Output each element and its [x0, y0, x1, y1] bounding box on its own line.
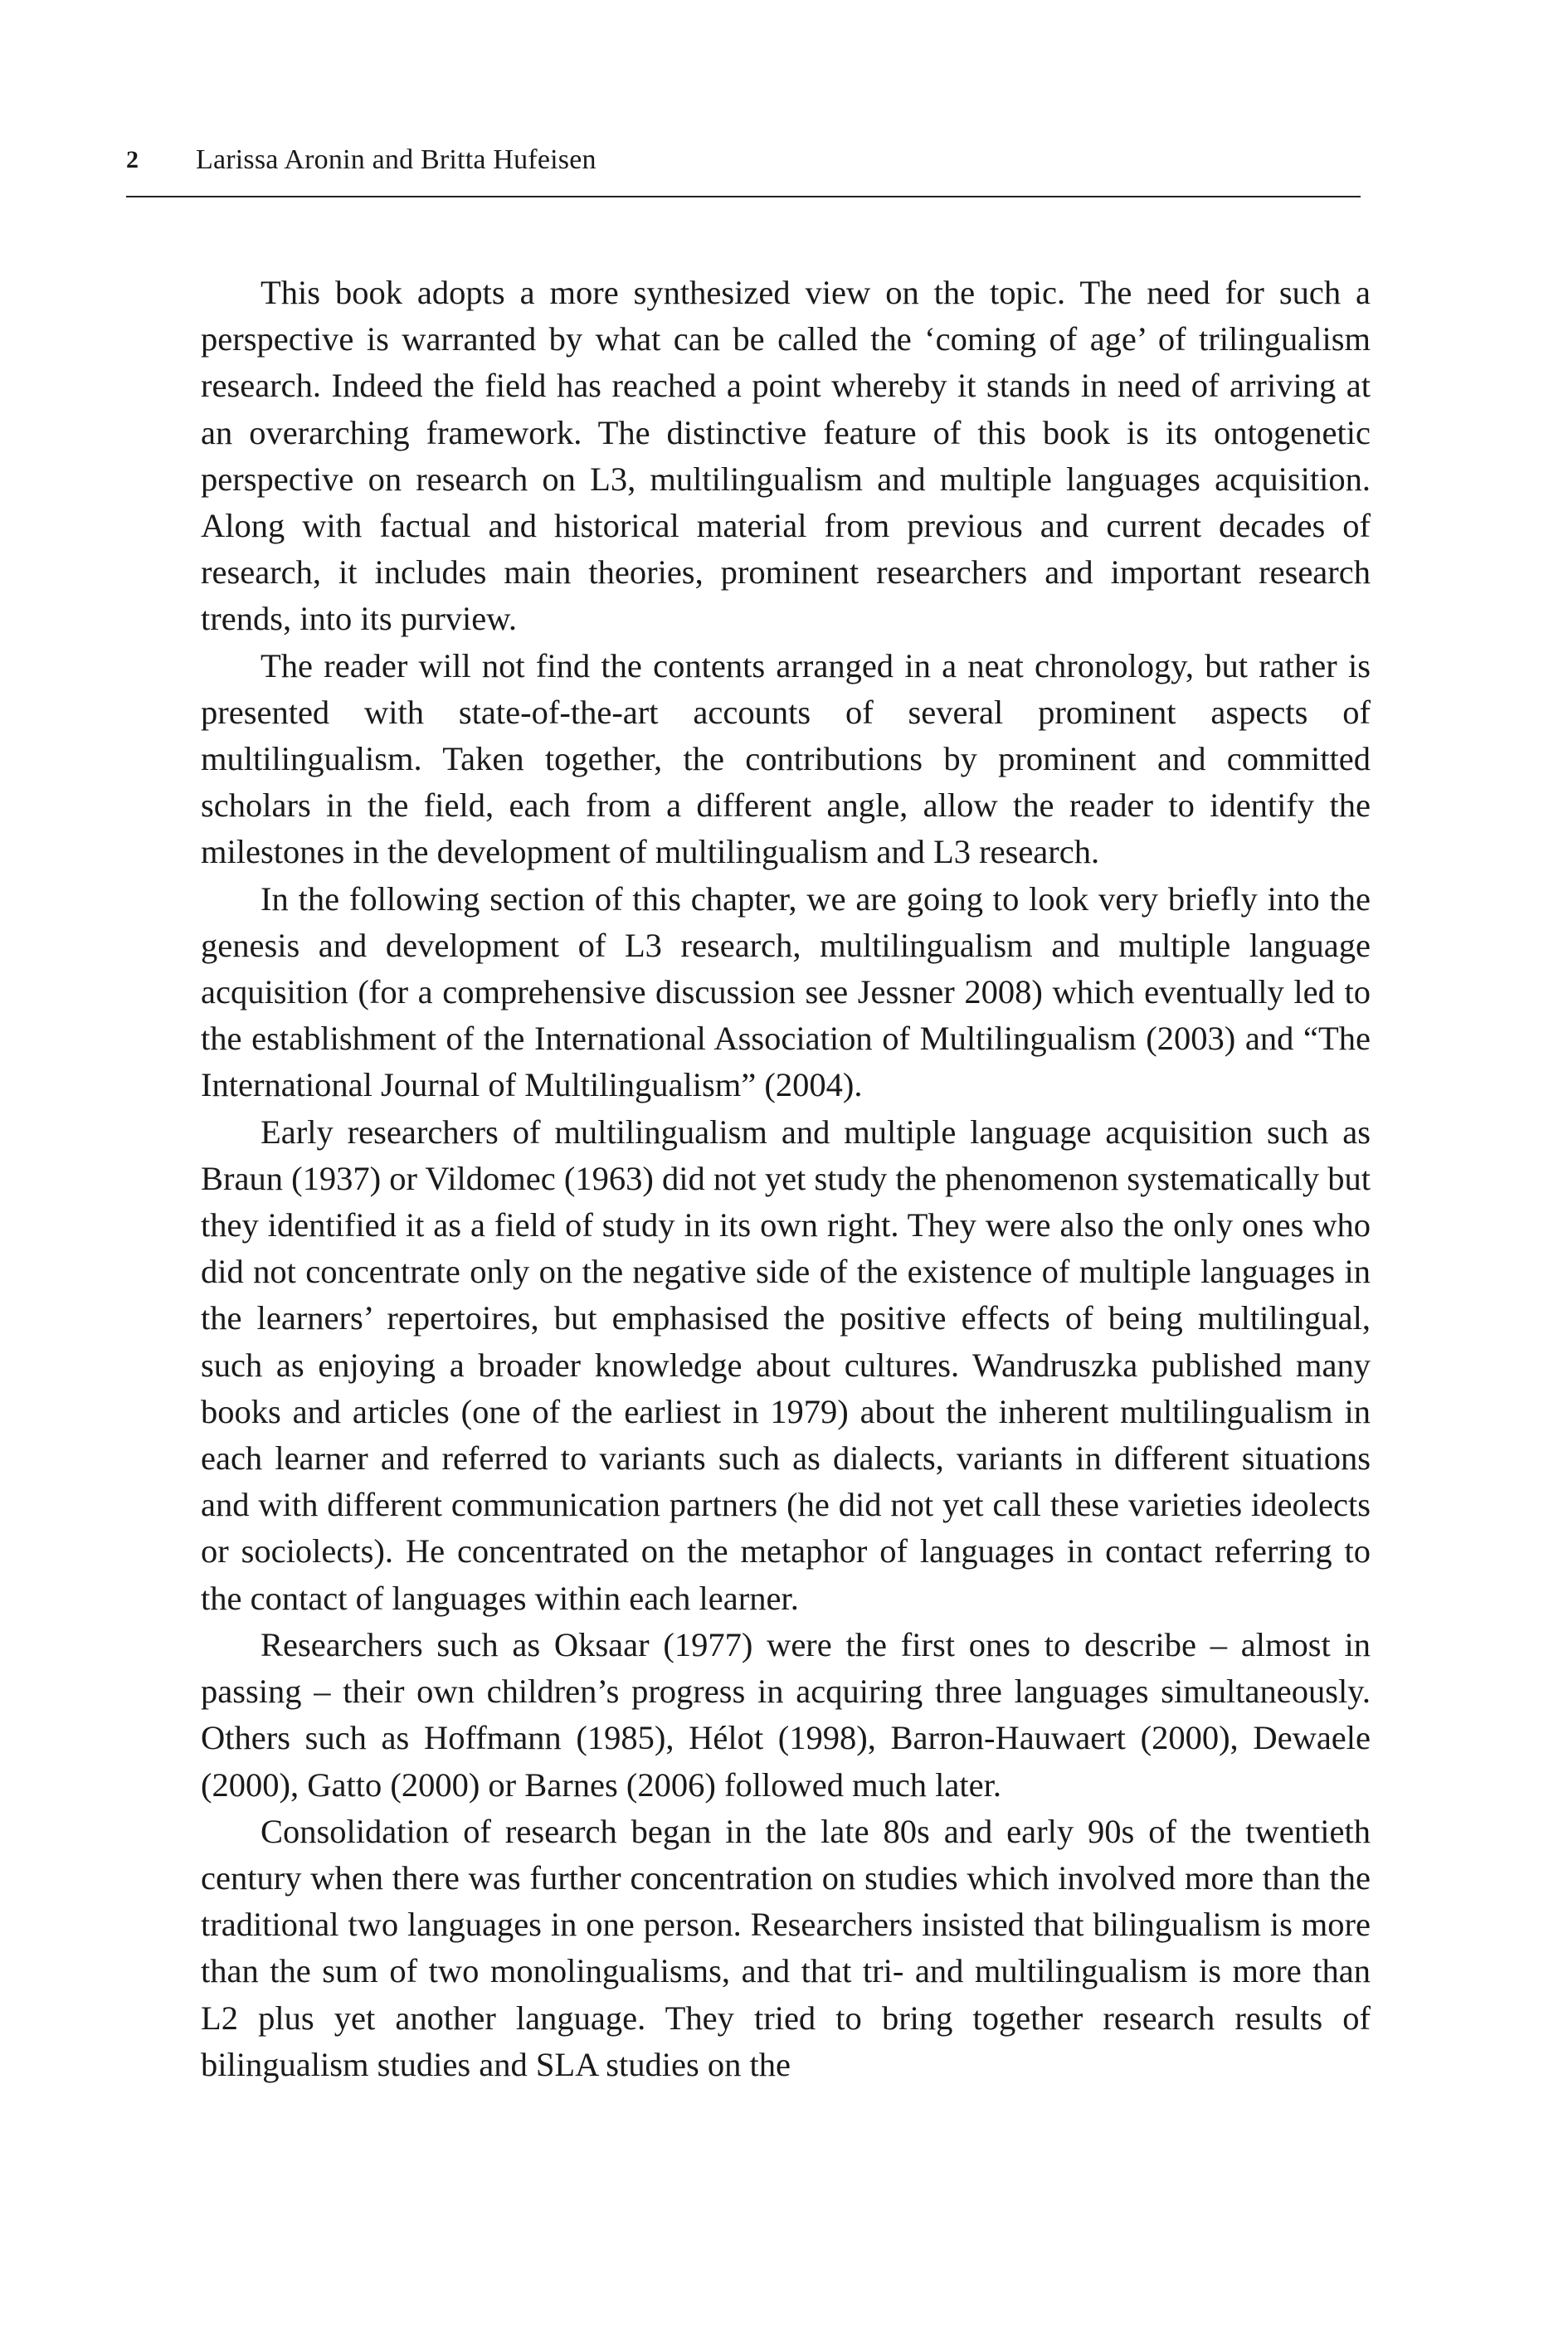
paragraph-2: The reader will not find the contents arranged in a neat chronology, but rather is presented with state-of-the-art accounts of several prominent aspects of multilingualism. Taken together, the contributions by prominent and committed scholars in the field, each from a different angle, allow the reader to identify the milestones in the development of multilingualism and L3 research.: [201, 646, 1371, 871]
page-number: 2: [126, 146, 139, 173]
body-text: [201, 270, 1371, 2088]
paragraph-1: This book adopts a more synthesized view on the topic. The need for such a perspective is warranted by what can be called the ‘coming of age’ of trilingualism research. Indeed the field has reached a point whereby it stands in need of arriving at an overarching framework. The distinctive feature of this book is its ontogenetic perspective on research on L3, multilingualism and multiple languages acquisition. Along with factual and historical material from previous and current decades of research, it includes main theories, prominent researchers and important research trends, into its purview.: [201, 274, 1371, 638]
running-title: Larissa Aronin and Britta Hufeisen: [196, 144, 597, 175]
paragraph-6: Consolidation of research began in the late 80s and early 90s of the twentieth century when there was further concentration on studies which involved more than the traditional two languages in one person. Researchers insisted that bilingualism is more than the sum of two monolingualisms, and that tri- and multilingualism is more than L2 plus yet another language. They tried to bring together research results of bilingualism studies and SLA studies on the: [201, 1812, 1371, 2083]
paragraph-4: Early researchers of multilingualism and multiple language acquisition such as Braun (1937) or Vildomec (1963) did not yet study the phenomenon systematically but they identified it as a field of study in its own right. They were also the only ones who did not concentrate only on the negative side of the existence of multiple languages in the learners’ repertoires, but emphasised the positive effects of being multilingual, such as enjoying a broader knowledge about cultures. Wandruszka published many books and articles (one of the earliest in 1979) about the inherent multilingualism in each learner and referred to variants such as dialects, variants in different situations and with different communication partners (he did not yet call these varieties ideolects or sociolects). He concentrated on the metaphor of languages in contact referring to the contact of languages within each learner.: [201, 1113, 1371, 1617]
running-head: [126, 138, 1361, 197]
paragraph-5: Researchers such as Oksaar (1977) were the first ones to describe – almost in passing – their own children’s progress in acquiring three languages simultaneously. Others such as Hoffmann (1985), Hélot (1998), Barron-Hauwaert (2000), Dewaele (2000), Gatto (2000) or Barnes (2006) followed much later.: [201, 1625, 1371, 1804]
paragraph-3: In the following section of this chapter, we are going to look very briefly into the genesis and development of L3 research, multilingualism and multiple language acquisition (for a comprehensive discussion see Jessner 2008) which eventually led to the establishment of the International Association of Multilingualism (2003) and “The International Journal of Multilingualism” (2004).: [201, 879, 1371, 1104]
